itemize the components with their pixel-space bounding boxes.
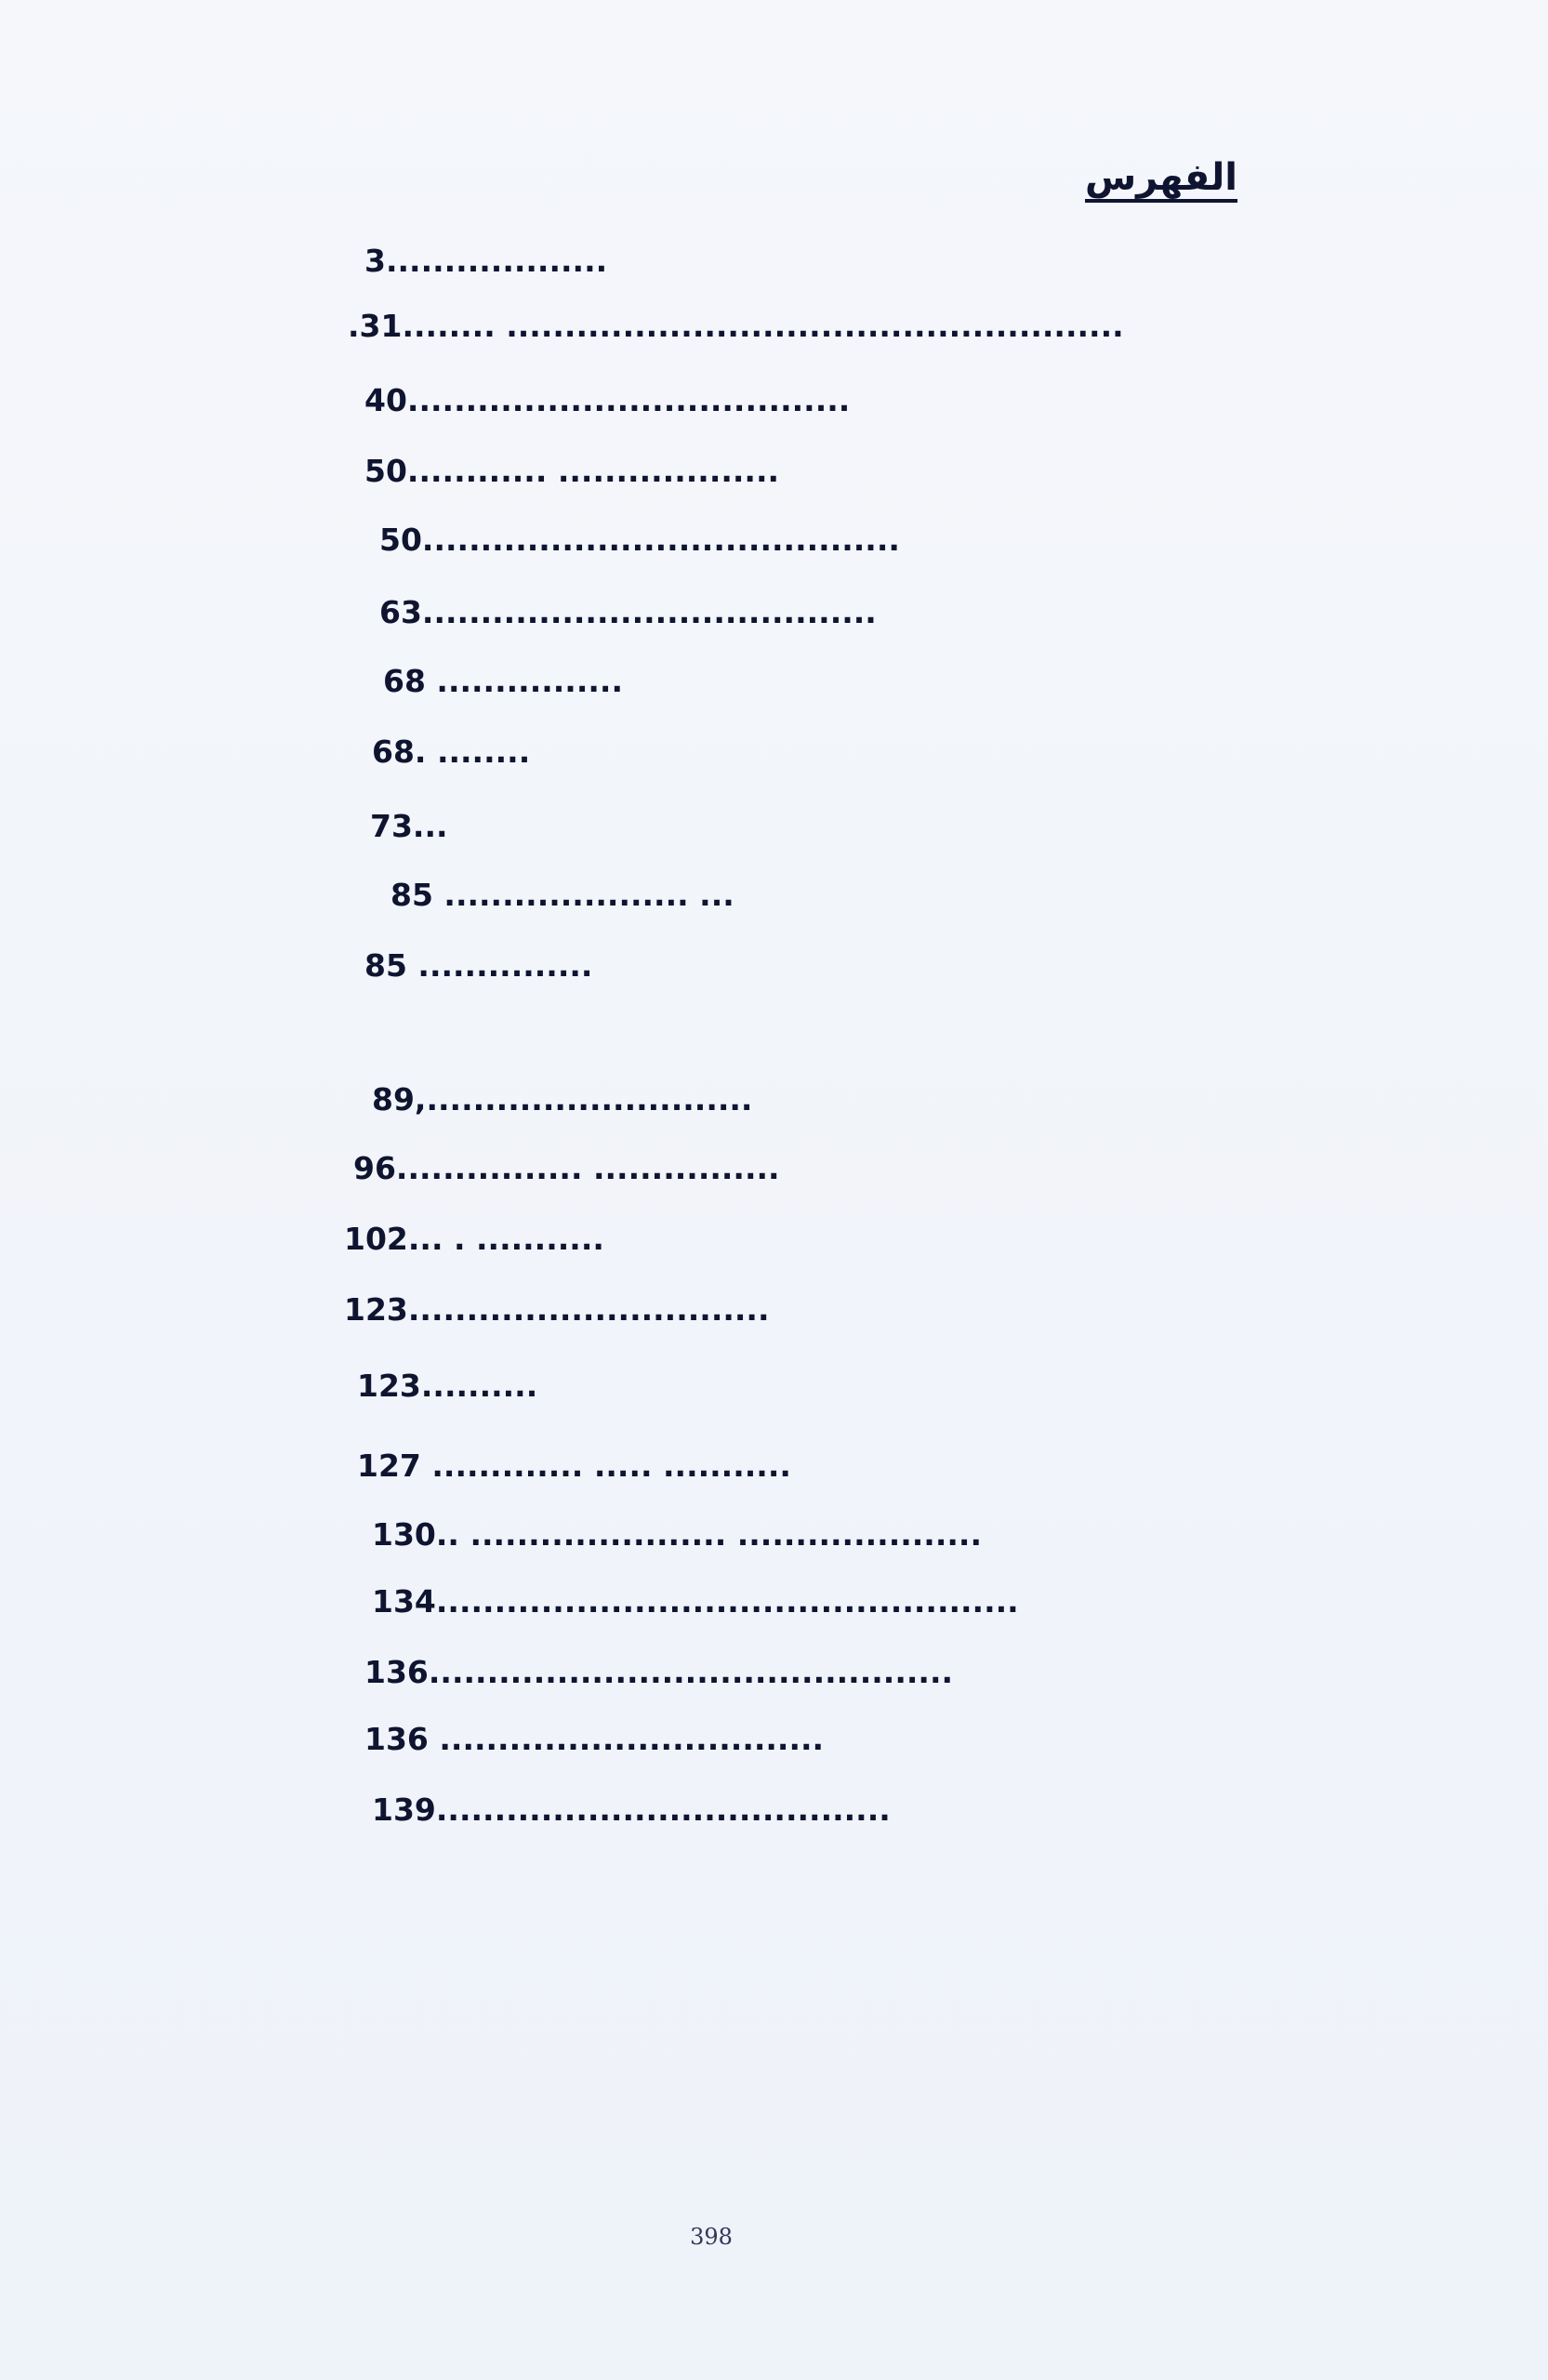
toc-entry-page: 85 ..................... ... <box>390 877 734 913</box>
toc-entry-page: 139....................................... <box>372 1792 891 1828</box>
toc-entry-page: 68 ................ <box>383 663 623 699</box>
toc-entry-page: 73... <box>370 808 448 844</box>
toc-entry-page: 134.................................................. <box>372 1583 1019 1620</box>
toc-entry-page: 127 ............. ..... ........... <box>357 1448 791 1484</box>
toc-entry-page: 40...................................... <box>364 382 851 418</box>
toc-entry-page: 123.......... <box>357 1368 538 1404</box>
toc-entry-page: 136............................................. <box>364 1654 954 1690</box>
toc-entry-page: 96................ ................ <box>353 1150 780 1186</box>
toc-entry-page: 102... . ........... <box>344 1221 604 1257</box>
toc-entry-page: 136 ................................. <box>364 1721 825 1757</box>
toc-entry-page: 50......................................... <box>379 522 900 558</box>
toc-entry-page: 3................... <box>364 243 608 279</box>
page-number: 398 <box>690 2224 733 2250</box>
toc-entry-page: 50............ ................... <box>364 453 780 489</box>
toc-entry-page: 89,............................ <box>372 1081 753 1117</box>
toc-entry-page: 63....................................... <box>379 594 877 630</box>
toc-entry-page: 68. ........ <box>372 734 531 770</box>
toc-entry-page: 85 ............... <box>364 947 593 984</box>
toc-entry-page: 130.. ...................... ..................... <box>372 1516 982 1553</box>
toc-entry-page: 123............................... <box>344 1291 770 1328</box>
toc-entry-page: .31........ ..................................................... <box>348 308 1124 344</box>
index-title: الفهرس <box>1084 156 1237 199</box>
